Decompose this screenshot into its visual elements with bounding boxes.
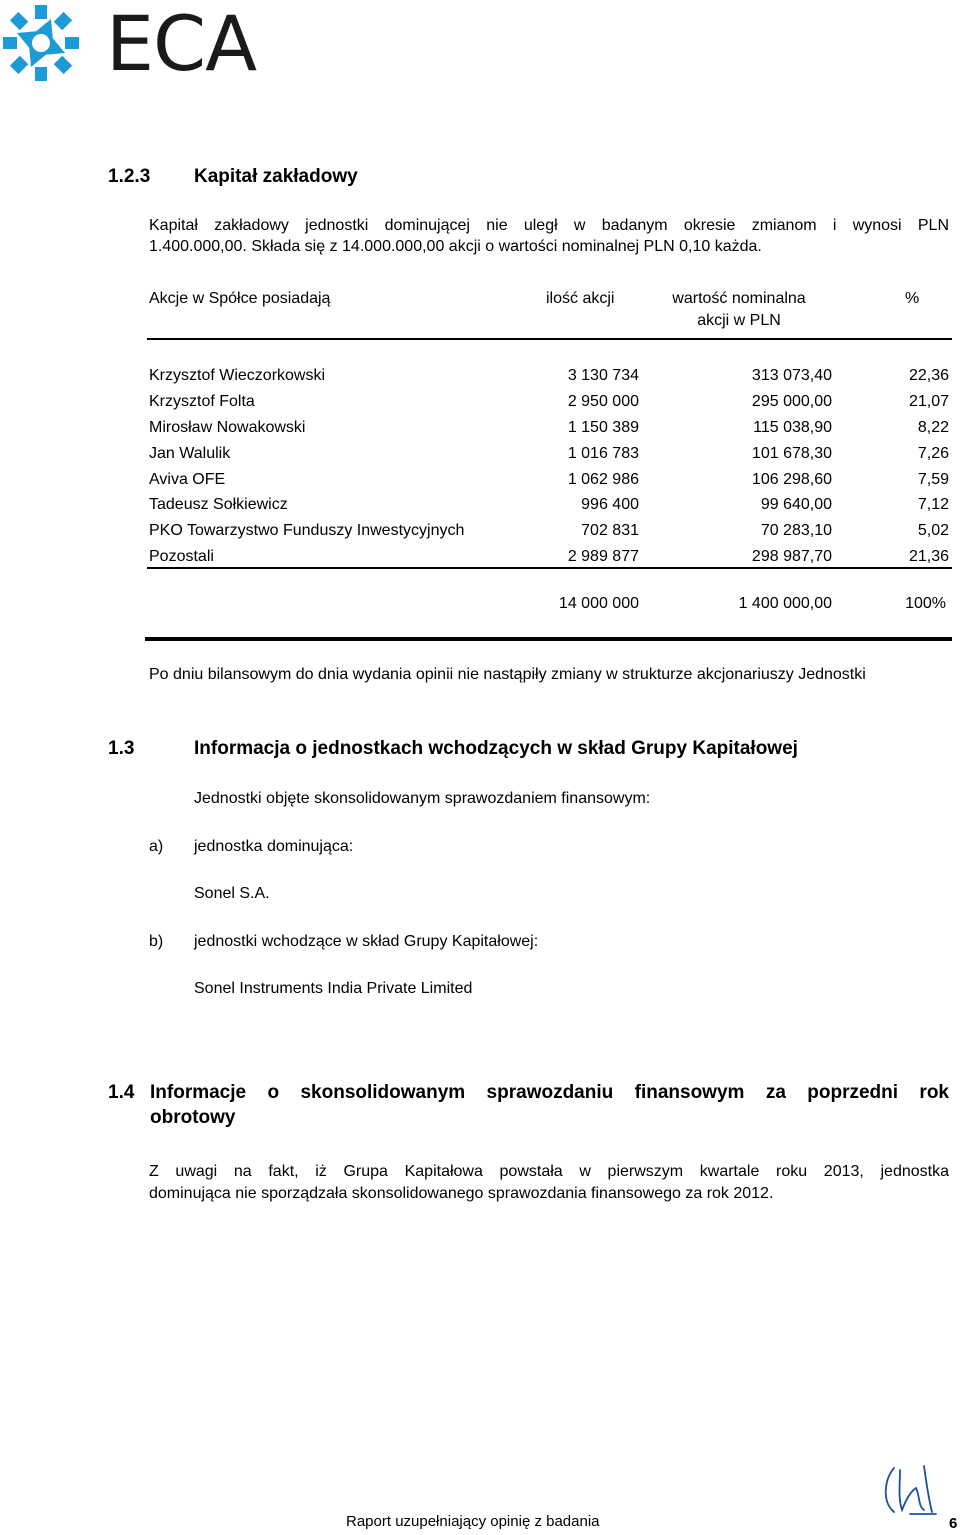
row-value: 70 283,10 [760,522,832,539]
table-row [149,417,949,439]
row-holder: Tadeusz Sołkiewicz [149,496,288,513]
section-number: 1.3 [108,738,135,759]
paragraph-line: Kapitał zakładowy jednostki dominującej nie uległ w badanym okresie zmianom i wynosi PLN [149,217,949,234]
table-header-holder: Akcje w Spółce posiadają [149,290,331,307]
total-value: 1 400 000,00 [738,595,832,612]
row-shares: 996 400 [581,496,639,513]
table-header-percent: % [905,290,920,307]
section-title-continued: obrotowy [150,1107,236,1128]
row-holder: PKO Towarzystwo Funduszy Inwestycyjnych [149,522,465,539]
row-holder: Aviva OFE [149,471,226,488]
row-value: 298 987,70 [751,548,832,565]
row-percent: 21,07 [908,393,949,410]
row-shares: 2 950 000 [567,393,639,410]
page-number: 6 [949,1515,958,1532]
row-holder: Jan Walulik [149,445,231,462]
table-row [149,469,949,491]
list-marker: b) [149,933,164,950]
section-number: 1.2.3 [108,166,151,187]
table-row [149,365,949,387]
table-header-divider [147,338,952,340]
row-holder: Krzysztof Folta [149,393,255,410]
footer-text: Raport uzupełniający opinię z badania [346,1513,600,1530]
table-header-shares: ilość akcji [546,290,615,307]
row-percent: 7,12 [917,496,949,513]
row-value: 99 640,00 [760,496,832,513]
row-value: 295 000,00 [751,393,832,410]
row-shares: 3 130 734 [567,367,639,384]
row-value: 115 038,90 [753,419,832,436]
table-bottom-divider [145,637,952,641]
list-marker: a) [149,838,164,855]
total-percent: 100% [905,595,946,612]
table-row [149,443,949,465]
table-row [149,494,949,516]
table-subtotal-divider [147,567,952,569]
table-header-value-unit: akcji w PLN [697,312,781,329]
paragraph-line: dominująca nie sporządzała skonsolidowanego sprawozdania finansowego za rok 2012. [149,1185,774,1202]
row-shares: 1 016 783 [567,445,639,462]
section-title: Informacja o jednostkach wchodzących w skład Grupy Kapitałowej [194,738,798,759]
table-row [149,391,949,413]
row-value: 101 678,30 [751,445,832,462]
row-percent: 7,59 [917,471,949,488]
section-intro: Jednostki objęte skonsolidowanym sprawozdaniem finansowym: [194,790,651,807]
section-title: Informacje o skonsolidowanym sprawozdaniu finansowym za poprzedni rok [150,1082,949,1103]
paragraph-line: 1.400.000,00. Składa się z 14.000.000,00 akcji o wartości nominalnej PLN 0,10 każda. [149,238,762,255]
table-row [149,520,949,542]
list-item: jednostka dominująca: [194,838,354,855]
row-holder: Krzysztof Wieczorkowski [149,367,326,384]
paragraph-line: Z uwagi na fakt, iż Grupa Kapitałowa powstała w pierwszym kwartale roku 2013, jednostka [149,1163,949,1180]
table-header-value: wartość nominalna [672,290,806,307]
row-holder: Mirosław Nowakowski [149,419,306,436]
row-percent: 21,36 [908,548,949,565]
section-title: Kapitał zakładowy [194,166,358,187]
list-item: jednostki wchodzące w skład Grupy Kapitałowej: [194,933,539,950]
logo-text: ECA [106,0,257,88]
row-shares: 1 062 986 [567,471,639,488]
row-shares: 1 150 389 [567,419,639,436]
row-percent: 5,02 [917,522,949,539]
row-percent: 22,36 [908,367,949,384]
handwritten-signature-icon [880,1462,940,1522]
row-value: 313 073,40 [751,367,832,384]
section-number: 1.4 [108,1082,135,1103]
row-percent: 7,26 [917,445,949,462]
total-shares: 14 000 000 [558,595,639,612]
entity-name: Sonel Instruments India Private Limited [194,980,473,997]
entity-name: Sonel S.A. [194,885,270,902]
row-holder: Pozostali [149,548,214,565]
row-shares: 2 989 877 [567,548,639,565]
table-total-row [149,593,949,615]
eca-star-logo-icon [0,2,90,84]
after-table-note: Po dniu bilansowym do dnia wydania opinii nie nastąpiły zmiany w strukturze akcjonariuszy Jednostki [149,666,866,683]
row-shares: 702 831 [581,522,639,539]
row-value: 106 298,60 [751,471,832,488]
row-percent: 8,22 [917,419,949,436]
table-row [149,546,949,568]
